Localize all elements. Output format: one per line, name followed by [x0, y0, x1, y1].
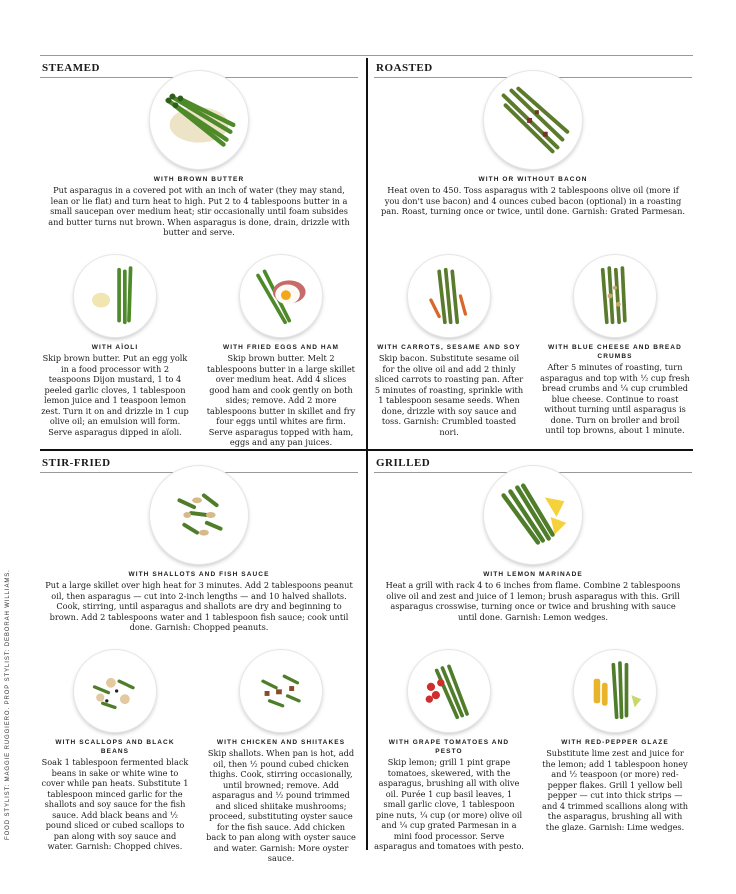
recipe-left [40, 255, 190, 437]
section-title: STEAMED [42, 62, 100, 74]
asparagus-plate-image [484, 466, 582, 564]
asparagus-plate-image [74, 255, 156, 337]
recipe-right [206, 255, 356, 448]
horizontal-divider [40, 449, 693, 451]
recipe-title: WITH CARROTS, SESAME AND SOY [377, 344, 521, 351]
section-title: GRILLED [376, 457, 431, 469]
recipe-text: After 5 minutes of roasting, turn asparagus and top with ½ cup fresh bread crumbs and ¼ cup crumbled blue cheese. Continue to roast without turning until asparagus is done. Turn on broiler and broil until top browns, about 1 minute. [540, 362, 690, 435]
recipe-title: WITH LEMON MARINADE [483, 571, 583, 578]
asparagus-plate-image [240, 650, 322, 732]
top-rule [40, 55, 693, 56]
recipe-left [40, 650, 190, 852]
recipe-left [374, 650, 524, 852]
recipe-right [206, 650, 356, 864]
asparagus-plate-image [574, 650, 656, 732]
recipe-text: Skip brown butter. Put an egg yolk in a food processor with 2 teaspoons Dijon mustard, 1 to 4 peeled garlic cloves, 1 tablespoon lemon juice and 1 teaspoon lemon zest. Turn it on and drizzle in 1 cup olive oil; an emulsion will form. Serve asparagus dipped in aïoli. [41, 353, 189, 437]
recipe-text: Heat a grill with rack 4 to 6 inches from flame. Combine 2 tablespoons olive oil and zest and juice of 1 lemon; brush asparagus with this. Grill asparagus crosswise, turning once or twice and brushing with sauce until done. Garnish: Lemon wedges. [385, 580, 681, 622]
photo-credit: FOOD STYLIST: MAGGIE RUGGIERO. PROP STYLIST: DEBORAH WILLIAMS. [5, 569, 11, 840]
asparagus-plate-image [240, 255, 322, 337]
recipe-title: WITH SCALLOPS AND BLACK BEANS [55, 739, 175, 755]
section-title: ROASTED [376, 62, 433, 74]
recipe-title: WITH CHICKEN AND SHIITAKES [216, 739, 346, 746]
section-title: STIR-FRIED [42, 457, 111, 469]
recipe-main [40, 466, 358, 633]
recipe-title: WITH GRAPE TOMATOES AND PESTO [388, 739, 510, 755]
recipe-text: Heat oven to 450. Toss asparagus with 2 tablespoons olive oil (more if you don't use bacon) and 4 ounces cubed bacon (optional) in a roasting pan. Roast, turning once or twice, until done. Garnish: Grated Parmesan. [380, 185, 686, 216]
vertical-divider [366, 58, 368, 850]
recipe-left [374, 255, 524, 437]
asparagus-plate-image [408, 650, 490, 732]
asparagus-plate-image [150, 466, 248, 564]
asparagus-plate-image [484, 71, 582, 169]
section-roasted [374, 58, 692, 437]
recipe-title: WITH OR WITHOUT BACON [478, 176, 588, 183]
recipe-title: WITH BLUE CHEESE AND BREAD CRUMBS [548, 344, 682, 360]
asparagus-plate-image [408, 255, 490, 337]
recipe-text: Soak 1 tablespoon fermented black beans in sake or white wine to cover while pan heats. Substitute 1 tablespoon minced garlic for the shallots and soy sauce for the fish sauce. Add black beans and ½ pound sliced or cubed scallops to pan along with soy sauce and water. Garnish: Chopped chives. [41, 757, 189, 851]
recipe-main [40, 71, 358, 238]
recipe-right [540, 650, 690, 832]
recipe-title: WITH FRIED EGGS AND HAM [222, 344, 340, 351]
recipe-right [540, 255, 690, 436]
recipe-text: Skip shallots. When pan is hot, add oil, then ½ pound cubed chicken thighs. Cook, stirring occasionally, until browned; remove. Add asparagus and ½ pound trimmed and sliced shiitake mushrooms; proceed, substituting oyster sauce for the fish sauce. Add chicken back to pan along with oyster sauce and water. Garnish: More oyster sauce. [206, 748, 356, 863]
recipe-main [374, 466, 692, 622]
recipe-text: Skip lemon; grill 1 pint grape tomatoes, skewered, with the asparagus, brushing all with olive oil. Purée 1 cup basil leaves, 1 small garlic clove, 1 tablespoon pine nuts, ¼ cup (or more) olive oil and ¼ cup grated Parmesan in a mini food processor. Serve asparagus and tomatoes with pesto. [374, 757, 524, 851]
recipe-text: Put a large skillet over high heat for 3 minutes. Add 2 tablespoons peanut oil, then asparagus — cut into 2-inch lengths — and 10 halved shallots. Cook, stirring, until asparagus and shallots are dry and beginning to brown. Add 2 tablespoons water and 1 tablespoon fish sauce; cook until done. Garnish: Chopped peanuts. [45, 580, 353, 632]
section-grilled [374, 453, 692, 851]
recipe-text: Skip brown butter. Melt 2 tablespoons butter in a large skillet over medium heat. Add 4 slices good ham and cook gently on both sides; remove. Add 2 more tablespoons butter in skillet and fry four eggs until whites are firm. Serve asparagus topped with ham, eggs and any pan juices. [206, 353, 356, 447]
recipe-main [374, 71, 692, 217]
recipe-title: WITH SHALLOTS AND FISH SAUCE [128, 571, 270, 578]
recipe-title: WITH RED-PEPPER GLAZE [561, 739, 669, 746]
recipe-text: Substitute lime zest and juice for the lemon; add 1 tablespoon honey and ½ teaspoon (or more) red-pepper flakes. Grill 1 yellow bell pepper — cut into thick strips — and 4 trimmed scallions along with the asparagus, brushing all with the glaze. Garnish: Lime wedges. [541, 748, 689, 832]
recipe-text: Skip bacon. Substitute sesame oil for the olive oil and add 2 thinly sliced carrots to roasting pan. After 5 minutes of roasting, sprinkle with 1 tablespoon sesame seeds. When done, drizzle with soy sauce and toss. Garnish: Crumbled toasted nori. [374, 353, 524, 437]
recipe-title: WITH BROWN BUTTER [153, 176, 245, 183]
recipe-title: WITH AÏOLI [91, 344, 139, 351]
asparagus-plate-image [574, 255, 656, 337]
asparagus-plate-image [74, 650, 156, 732]
section-stir-fried [40, 453, 358, 863]
asparagus-plate-image [150, 71, 248, 169]
section-steamed [40, 58, 358, 447]
recipe-text: Put asparagus in a covered pot with an inch of water (they may stand, lean or lie flat) and turn heat to high. Put 2 to 4 tablespoons butter in a small saucepan over medium heat; stir occasionally until foam subsides and butter turns nut brown. When asparagus is done, drain, drizzle with butter and serve. [48, 185, 350, 237]
